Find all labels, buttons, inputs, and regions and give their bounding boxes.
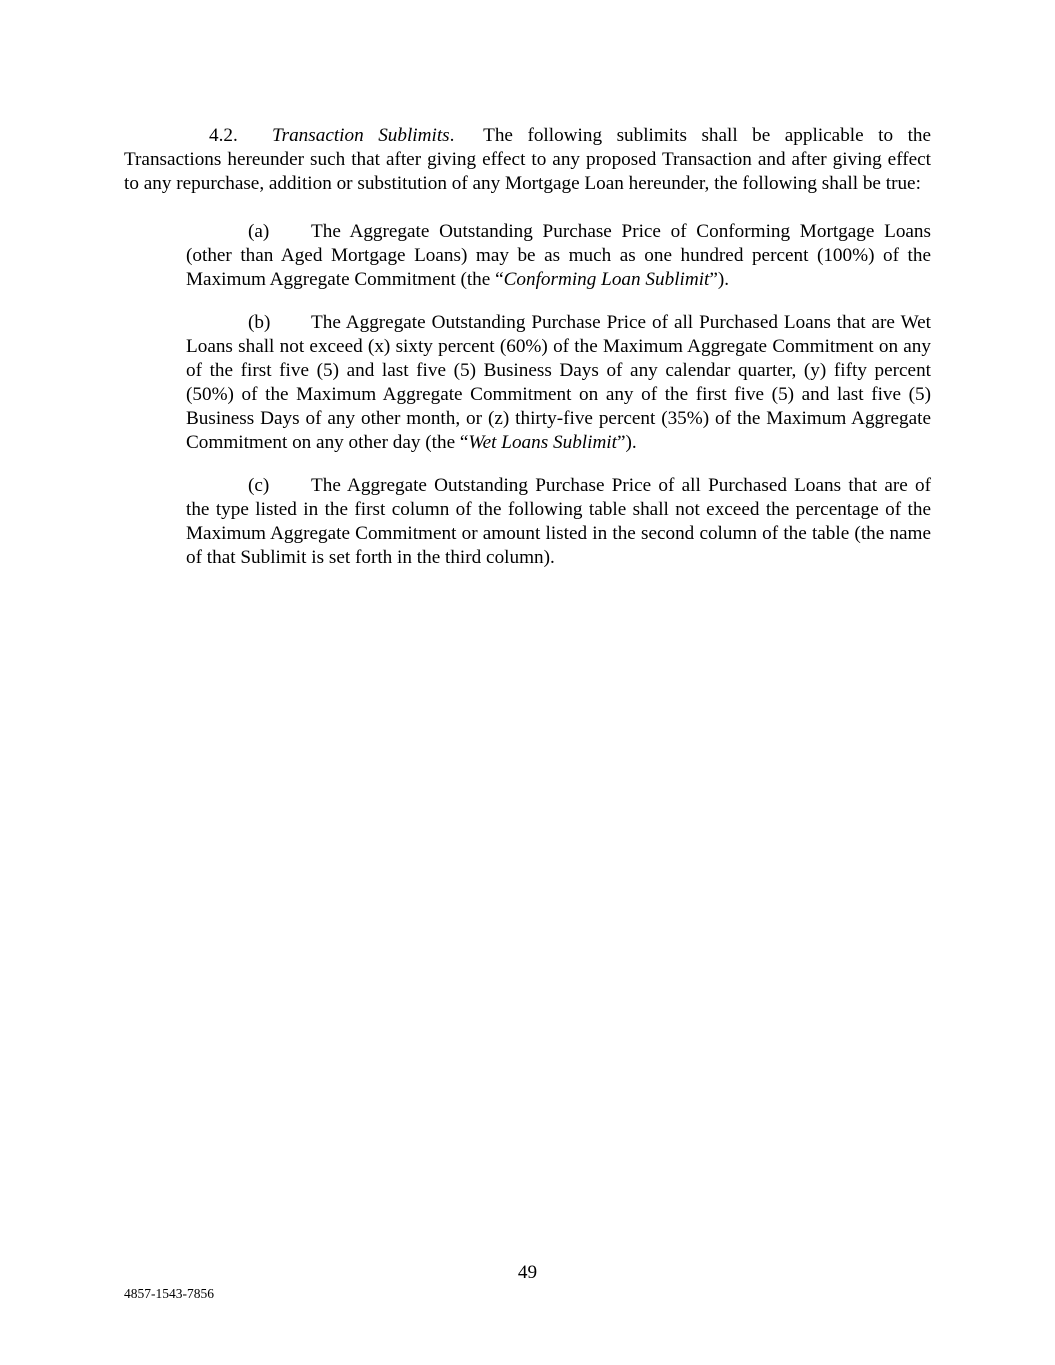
section-title-suffix: . bbox=[449, 125, 455, 146]
section-4-2 bbox=[124, 124, 931, 570]
clause-a-text-end: ”). bbox=[709, 269, 730, 290]
clause-c-text: The Aggregate Outstanding Purchase Price of all Purchased Loans that are of the type listed in the first column of the following table shall not exceed the percentage of the Maximum Aggregate Commitment or amount listed in the second column of the table (the name of that Sublimit is set forth in the third column). bbox=[186, 475, 931, 568]
document-id: 4857-1543-7856 bbox=[124, 1286, 214, 1301]
clause-b bbox=[186, 311, 931, 455]
clause-c bbox=[186, 474, 931, 570]
clause-a bbox=[186, 220, 931, 292]
clause-b-text: The Aggregate Outstanding Purchase Price of all Purchased Loans that are Wet Loans shall not exceed (x) sixty percent (60%) of the Maximum Aggregate Commitment on any of the first five (5) and last five (5) Business Days of any calendar quarter, (y) fifty percent (50%) of the Maximum Aggregate Commitment on any of the first five (5) and last five (5) Business Days of any other month, or (z) thirty-five percent (35%) of the Maximum Aggregate Commitment on any other day (the “ bbox=[186, 312, 931, 453]
clause-c-label: (c) bbox=[248, 475, 270, 496]
section-intro: The following sublimits shall be applicable to the Transactions hereunder such that after giving effect to any proposed Transaction and after giving effect to any repurchase, addition or substitution of any Mortgage Loan hereunder, the following shall be true: bbox=[124, 125, 932, 194]
section-heading-paragraph bbox=[124, 124, 931, 196]
clause-b-defined-term: Wet Loans Sublimit bbox=[468, 432, 617, 453]
clause-a-defined-term: Conforming Loan Sublimit bbox=[503, 269, 710, 290]
clause-a-text: The Aggregate Outstanding Purchase Price of Conforming Mortgage Loans (other than Aged Mortgage Loans) may be as much as one hundred percent (100%) of the Maximum Aggregate Commitment (the “ bbox=[186, 221, 931, 290]
clause-b-text-end: ”). bbox=[616, 432, 637, 453]
clause-a-label: (a) bbox=[248, 221, 270, 242]
section-number: 4.2. bbox=[209, 125, 238, 146]
section-title: Transaction Sublimits bbox=[272, 125, 450, 146]
clause-b-label: (b) bbox=[248, 312, 271, 333]
page-number: 49 bbox=[517, 1262, 538, 1283]
